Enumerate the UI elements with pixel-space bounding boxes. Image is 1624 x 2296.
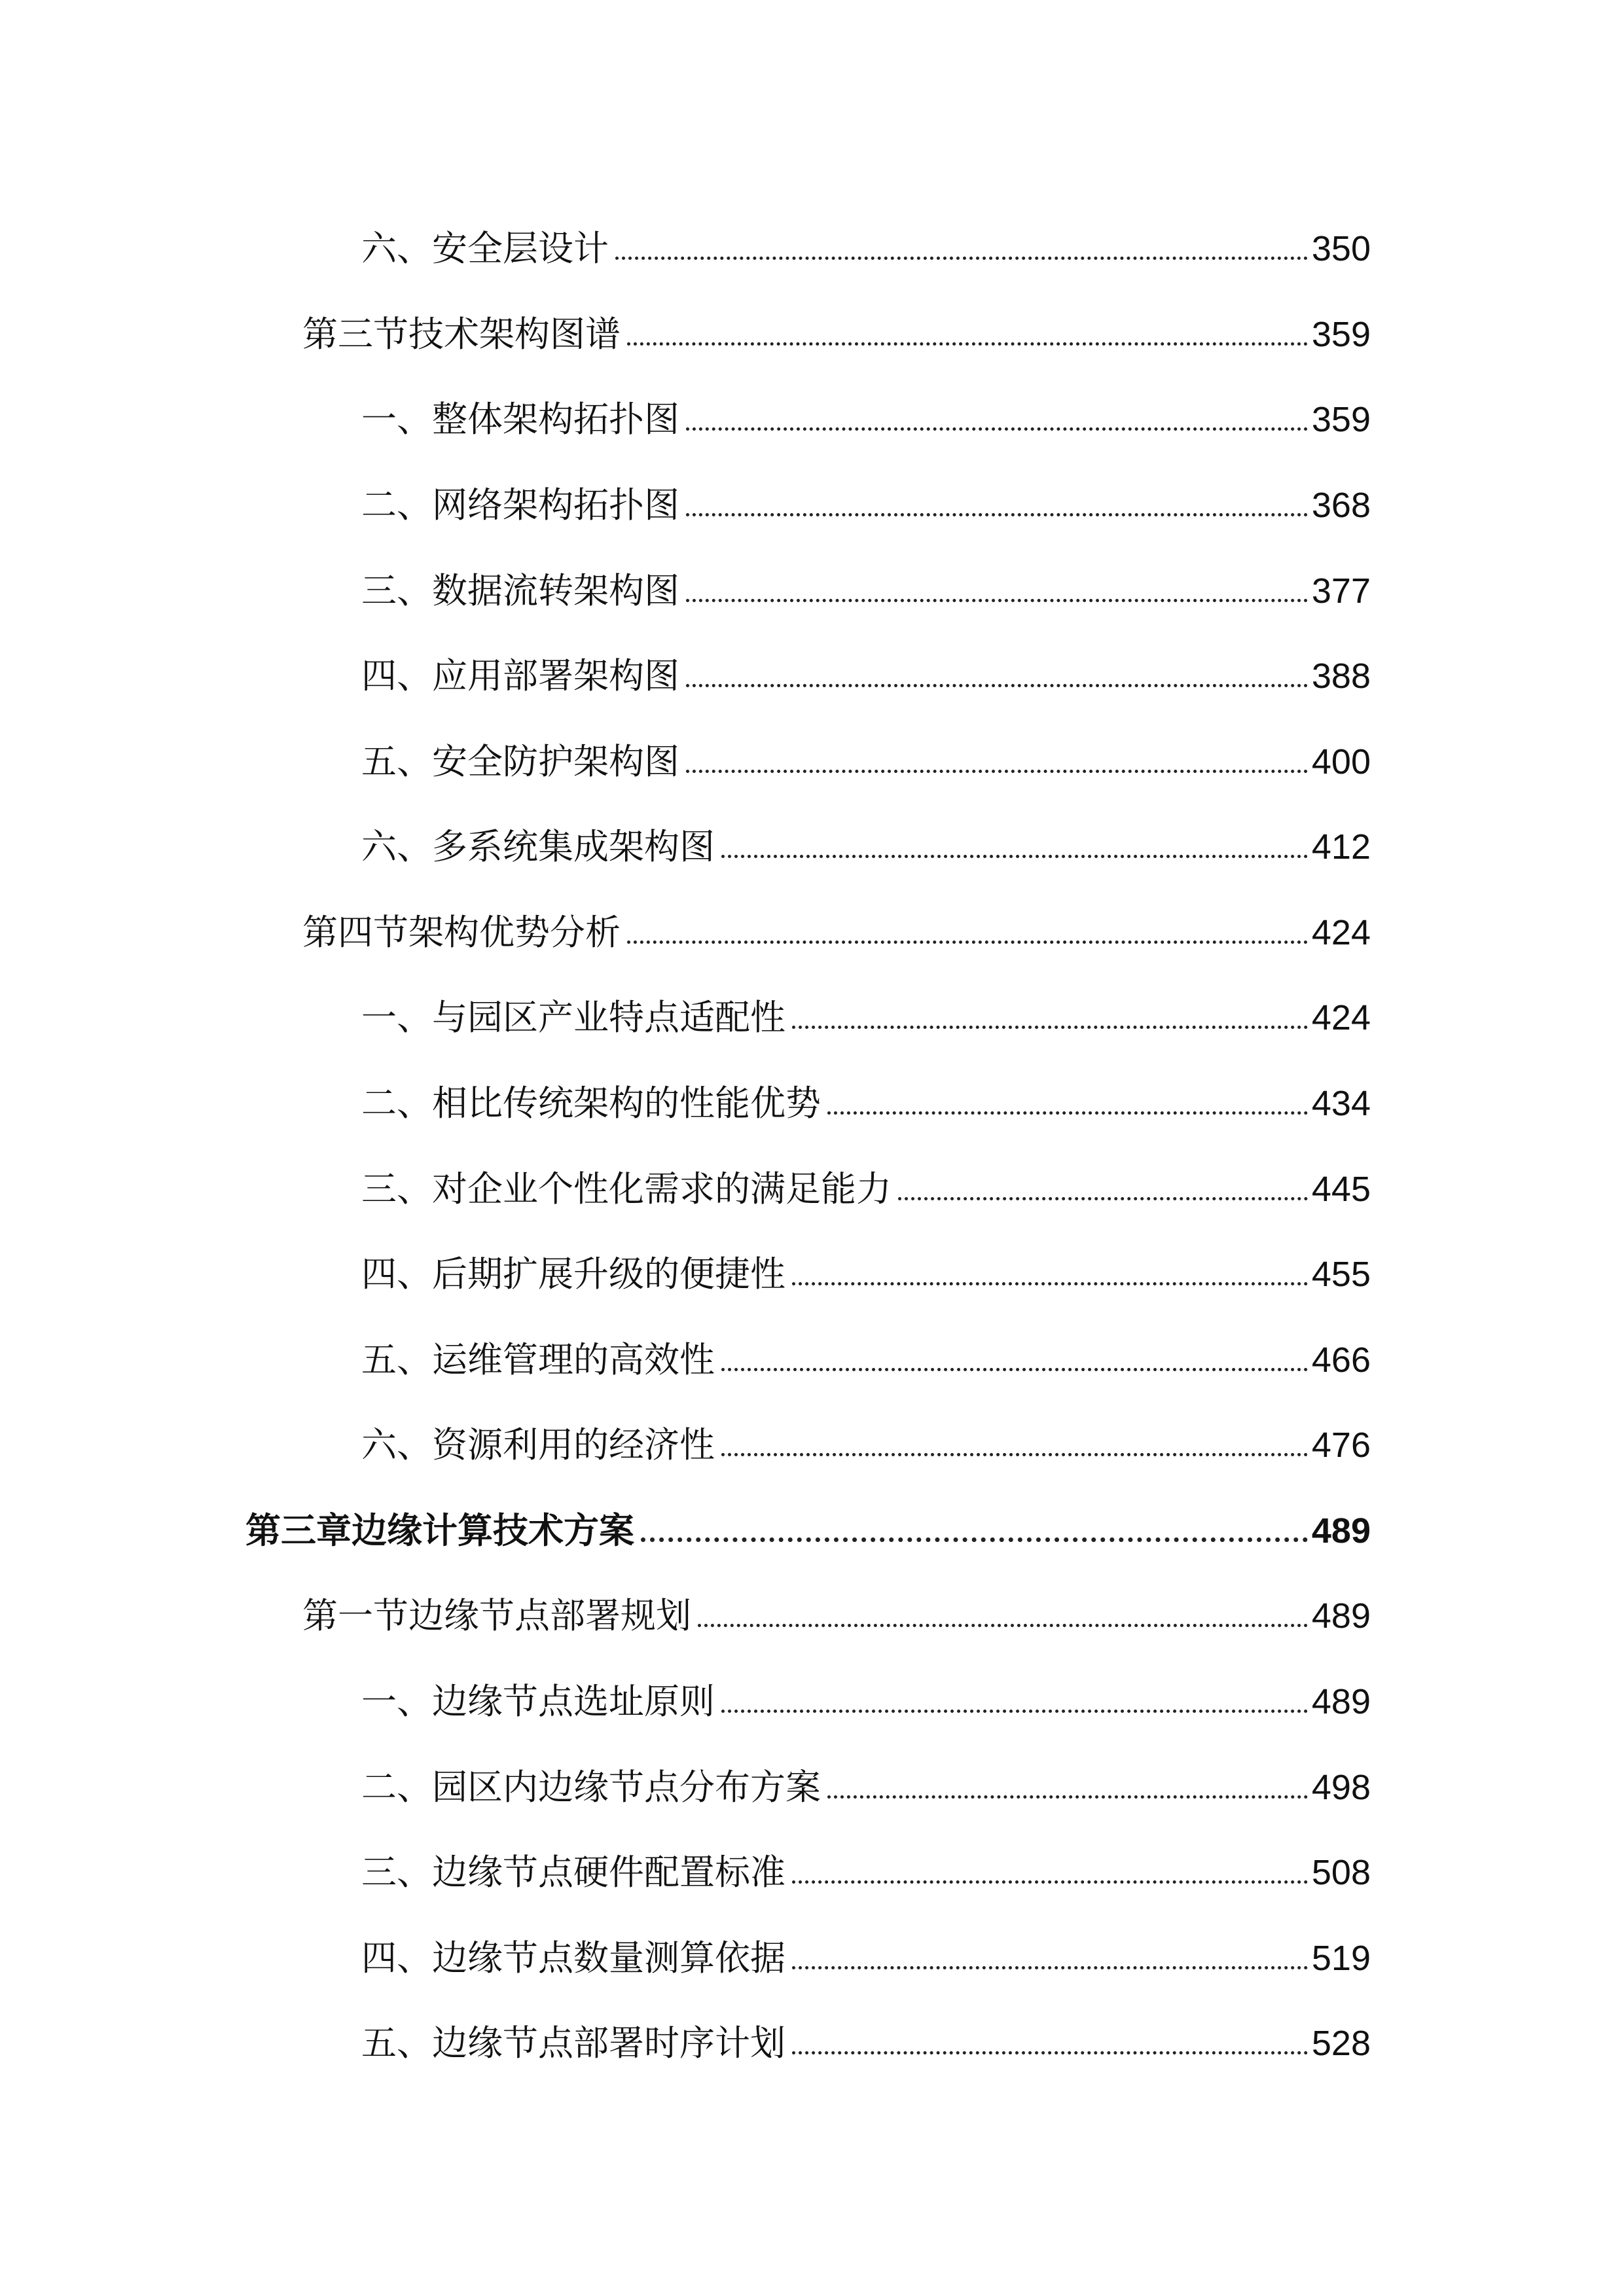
toc-entry-title: 五、边缘节点部署时序计划 [361, 2022, 785, 2064]
toc-entry-page: 359 [1311, 400, 1371, 439]
toc-entry-item[interactable] [361, 1660, 1371, 1722]
toc-entry-page: 498 [1311, 1768, 1371, 1807]
toc-entry-item[interactable] [361, 207, 1371, 269]
toc-entry-page: 508 [1311, 1853, 1371, 1892]
toc-entry-chapter[interactable] [245, 1490, 1371, 1549]
dot-leader [686, 427, 1308, 431]
toc-entry-title: 四、应用部署架构图 [361, 655, 679, 696]
toc-entry-title: 第三节技术架构图谱 [302, 314, 621, 355]
toc-entry-title: 六、多系统集成架构图 [361, 826, 715, 867]
toc-entry-title: 三、边缘节点硬件配置标准 [361, 1852, 785, 1893]
dot-leader [898, 1197, 1308, 1200]
toc-entry-page: 519 [1311, 1939, 1371, 1978]
toc-entry-item[interactable] [361, 635, 1371, 694]
toc-entry-title: 六、资源利用的经济性 [361, 1424, 715, 1465]
toc-entry-page: 455 [1311, 1255, 1371, 1294]
toc-entry-item[interactable] [361, 977, 1371, 1038]
dot-leader [792, 1282, 1308, 1285]
toc-entry-page: 400 [1311, 742, 1371, 781]
toc-entry-page: 350 [1311, 229, 1371, 268]
toc-entry-page: 476 [1311, 1426, 1371, 1465]
toc-entry-title: 五、安全防护架构图 [361, 741, 679, 782]
toc-entry-page: 528 [1311, 2024, 1371, 2063]
toc-entry-title: 一、边缘节点选址原则 [361, 1681, 715, 1722]
dot-leader [641, 1537, 1308, 1542]
toc-entry-item[interactable] [361, 378, 1371, 440]
toc-entry-title: 六、安全层设计 [361, 228, 609, 269]
dot-leader [792, 1026, 1308, 1029]
toc-entry-item[interactable] [361, 1319, 1371, 1378]
toc-entry-page: 445 [1311, 1170, 1371, 1209]
toc-entry-title: 四、后期扩展升级的便捷性 [361, 1253, 785, 1295]
dot-leader [686, 513, 1308, 516]
dot-leader [698, 1624, 1308, 1627]
dot-leader [686, 770, 1308, 773]
toc-entry-page: 489 [1311, 1682, 1371, 1721]
toc-entry-item[interactable] [361, 1831, 1371, 1893]
toc-entry-item[interactable] [361, 1746, 1371, 1808]
toc-entry-page: 466 [1311, 1340, 1371, 1380]
toc-entry-item[interactable] [361, 721, 1371, 780]
dot-leader [686, 684, 1308, 687]
toc-entry-item[interactable] [361, 806, 1371, 865]
toc-entry-section[interactable] [302, 293, 1371, 355]
toc-entry-item[interactable] [361, 464, 1371, 526]
dot-leader [721, 855, 1308, 858]
toc-entry-item[interactable] [361, 1917, 1371, 1979]
dot-leader [721, 1368, 1308, 1371]
toc-entry-page: 412 [1311, 827, 1371, 867]
toc-entry-title: 二、园区内边缘节点分布方案 [361, 1767, 821, 1808]
dot-leader [792, 1966, 1308, 1969]
toc-entry-page: 377 [1311, 571, 1371, 611]
toc-entry-title: 第三章边缘计算技术方案 [245, 1510, 634, 1551]
toc-entry-item[interactable] [361, 1233, 1371, 1295]
dot-leader [792, 1880, 1308, 1884]
dot-leader [627, 342, 1308, 346]
toc-entry-title: 五、运维管理的高效性 [361, 1339, 715, 1380]
toc-entry-title: 二、网络架构拓扑图 [361, 484, 679, 526]
dot-leader [827, 1795, 1308, 1799]
toc-entry-title: 第一节边缘节点部署规划 [302, 1595, 691, 1636]
toc-entry-title: 一、整体架构拓扑图 [361, 399, 679, 440]
toc-entry-page: 424 [1311, 998, 1371, 1037]
toc-entry-page: 489 [1311, 1596, 1371, 1636]
toc-entry-section[interactable] [302, 1575, 1371, 1634]
dot-leader [792, 2051, 1308, 2054]
toc-entry-title: 二、相比传统架构的性能优势 [361, 1083, 821, 1124]
dot-leader [827, 1111, 1308, 1115]
dot-leader [721, 1453, 1308, 1456]
toc-entry-title: 三、对企业个性化需求的满足能力 [361, 1168, 892, 1210]
toc-entry-title: 三、数据流转架构图 [361, 570, 679, 611]
toc-entry-item[interactable] [361, 2002, 1371, 2064]
dot-leader [627, 941, 1308, 944]
toc-entry-page: 424 [1311, 913, 1371, 952]
toc-entry-page: 434 [1311, 1084, 1371, 1123]
toc-entry-page: 388 [1311, 656, 1371, 696]
toc-entry-item[interactable] [361, 550, 1371, 609]
toc-entry-page: 489 [1311, 1511, 1371, 1551]
toc-entry-title: 第四节架构优势分析 [302, 912, 621, 953]
toc-entry-item[interactable] [361, 1148, 1371, 1210]
toc-entry-title: 四、边缘节点数量测算依据 [361, 1937, 785, 1979]
toc-entry-page: 359 [1311, 315, 1371, 354]
dot-leader [686, 599, 1308, 602]
dot-leader [721, 1710, 1308, 1713]
toc-entry-page: 368 [1311, 486, 1371, 525]
toc-entry-item[interactable] [361, 1404, 1371, 1463]
toc-entry-section[interactable] [302, 891, 1371, 953]
toc-entry-title: 一、与园区产业特点适配性 [361, 997, 785, 1038]
dot-leader [615, 257, 1308, 260]
toc-entry-item[interactable] [361, 1062, 1371, 1124]
